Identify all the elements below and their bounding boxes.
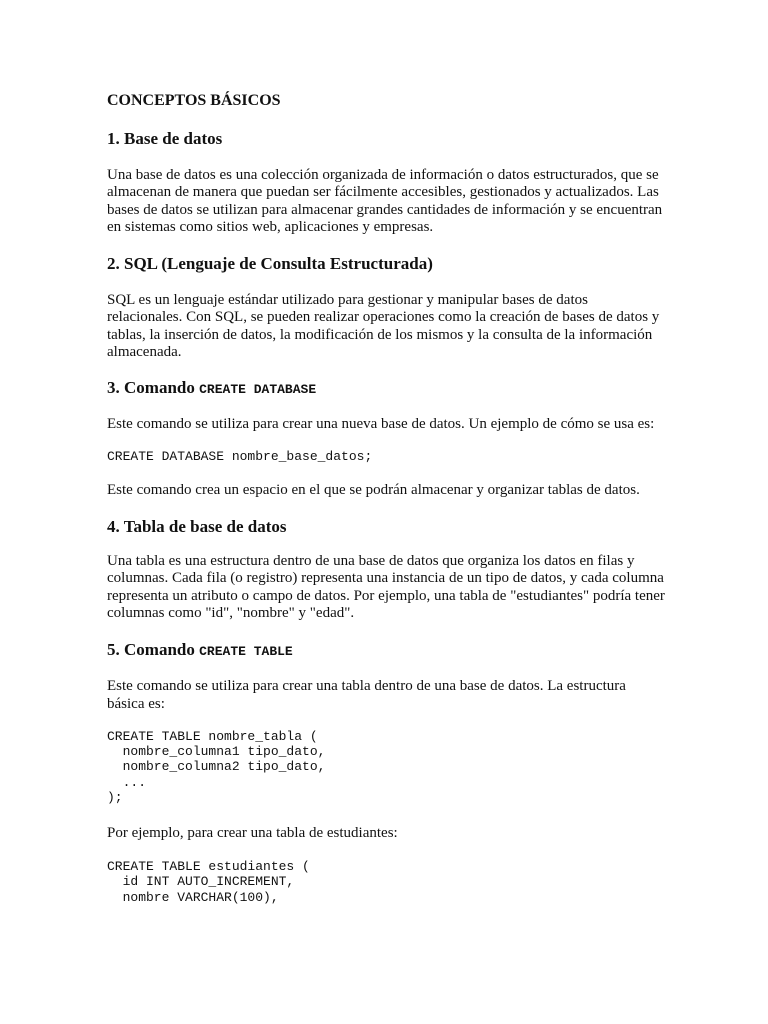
inline-code-create-table: CREATE TABLE (199, 644, 293, 660)
section-paragraph-create-table-example: Por ejemplo, para crear una tabla de estudiantes: (107, 824, 398, 841)
section-paragraph-create-table-intro: Este comando se utiliza para crear una tabla dentro de una base de datos. La estructura básica es: (107, 678, 626, 712)
section-heading-base-de-datos: 1. Base de datos (107, 129, 223, 148)
section-paragraph-base-de-datos: Una base de datos es una colección organizada de información o datos estructurados, que se almacenan de manera que puedan ser fácilmente accesibles, gestionados y actualizados. Las bases de datos se utilizan para almacenar grandes cantidades de información y se encuentran en sistemas como sitios web, aplicaciones y empresas. (107, 167, 663, 235)
section-heading-create-database (107, 377, 667, 401)
section-heading-create-table (107, 639, 667, 663)
section-paragraph-tabla: Una tabla es una estructura dentro de una base de datos que organiza los datos en filas y columnas. Cada fila (o registro) representa una instancia de un tipo de datos, y cada columna representa un atributo o campo de datos. Por ejemplo, una tabla de "estudiantes" podría tener columnas como "id", "nombre" y "edad". (107, 553, 665, 622)
inline-code-create-database: CREATE DATABASE (199, 382, 317, 398)
section-heading-sql: 2. SQL (Lenguaje de Consulta Estructurada) (107, 254, 433, 274)
code-block-create-table-syntax: CREATE TABLE nombre_tabla ( nombre_columna1 tipo_dato, nombre_columna2 tipo_dato, ... ); (107, 728, 326, 805)
heading-text: 3. Comando (107, 378, 200, 398)
heading-text: 5. Comando (107, 640, 200, 660)
code-block-create-database: CREATE DATABASE nombre_base_datos; (107, 448, 373, 464)
section-paragraph-create-database-result: Este comando crea un espacio en el que se podrán almacenar y organizar tablas de datos. (107, 481, 640, 498)
document-title: CONCEPTOS BÁSICOS (107, 92, 281, 109)
section-paragraph-sql: SQL es un lenguaje estándar utilizado para gestionar y manipular bases de datos relacionales. Con SQL, se pueden realizar operaciones como la creación de bases de datos y tablas, la inserción de datos, la modificación de los mismos y la consulta de la información almacenada. (107, 292, 660, 361)
section-paragraph-create-database-intro: Este comando se utiliza para crear una nueva base de datos. Un ejemplo de cómo se usa es: (107, 416, 655, 433)
document-page (107, 90, 667, 923)
code-block-create-table-example: CREATE TABLE estudiantes ( id INT AUTO_INCREMENT, nombre VARCHAR(100), (107, 859, 310, 905)
section-heading-tabla: 4. Tabla de base de datos (107, 517, 287, 537)
